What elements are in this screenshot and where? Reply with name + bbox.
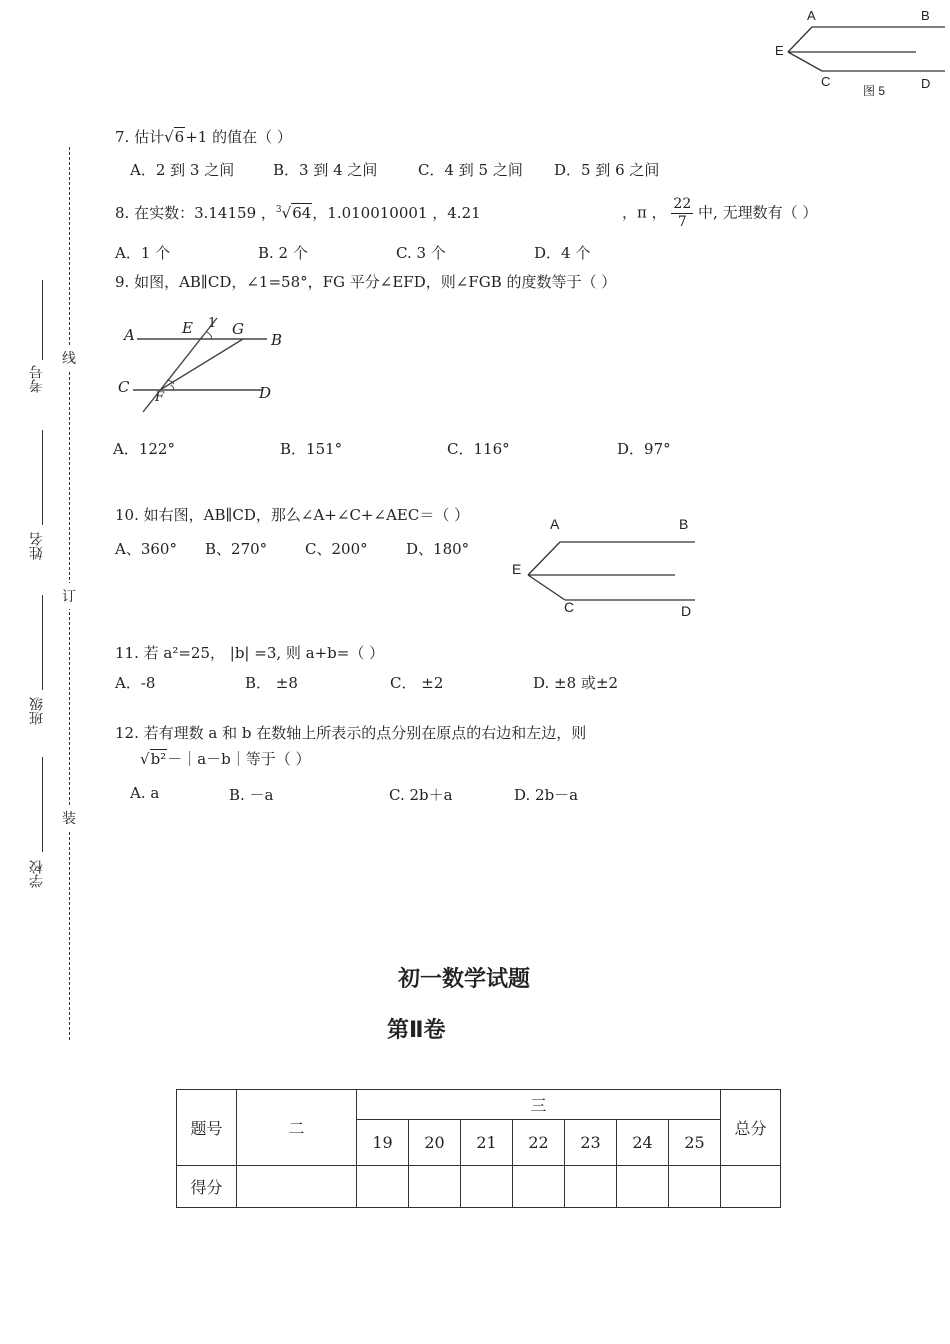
q9-stem: 9. 如图，AB∥CD，∠1=58°，FG 平分∠EFD，则∠FGB 的度数等于（ ）: [115, 273, 617, 291]
q11-option-b[interactable]: B． ±8: [245, 674, 298, 692]
q8-option-b[interactable]: B. 2 个: [258, 244, 308, 262]
q10-option-d[interactable]: D、180°: [406, 540, 470, 558]
score-table: [176, 1089, 781, 1208]
score-header-total: 总分: [721, 1090, 781, 1166]
q10-label-d: D: [681, 603, 692, 619]
paper-title: 初一数学试题: [398, 967, 531, 992]
score-cell-22[interactable]: [513, 1166, 565, 1208]
q11-stem: 11. 若 a²=25， |b| =3, 则 a+b=（ ）: [115, 644, 385, 662]
q10-label-e: E: [512, 561, 522, 577]
score-col-24: 24: [617, 1120, 669, 1166]
q8-radicand: 64: [292, 204, 312, 222]
q10-figure: [510, 530, 710, 610]
q10-option-c[interactable]: C、200°: [305, 540, 368, 558]
score-cell-25[interactable]: [669, 1166, 721, 1208]
q12-text: －｜a－b｜等于（ ）: [167, 750, 311, 768]
q9-option-b[interactable]: B．151°: [280, 440, 343, 458]
q8-text-pre: 8. 在实数：3.14159 ，: [115, 204, 276, 222]
binding-char-ding: 订: [62, 583, 76, 609]
q8-stem: 8. 在实数：3.14159 ，$^3$√64，1.010010001 ，4.21: [115, 204, 481, 222]
fig5-label-c: C: [821, 74, 831, 89]
q12-stem-line1: 12. 若有理数 a 和 b 在数轴上所表示的点分别在原点的右边和左边，则: [115, 724, 587, 742]
q11-option-a[interactable]: A．-8: [115, 674, 156, 692]
q8-option-c[interactable]: C. 3 个: [396, 244, 446, 262]
q7-stem: [115, 126, 292, 147]
q8-fraction: [671, 196, 693, 231]
q12-radicand: b²: [150, 750, 167, 768]
score-col-25: 25: [669, 1120, 721, 1166]
q9-label-c: C: [118, 378, 130, 396]
q7-text-pre: 7. 估计: [115, 128, 165, 146]
score-col-20: 20: [409, 1120, 461, 1166]
q9-label-e: E: [182, 319, 193, 337]
q9-label-a: A: [124, 326, 135, 344]
q8-pi: ，π ，: [622, 203, 667, 222]
q10-option-b[interactable]: B、270°: [205, 540, 268, 558]
q10-label-b: B: [679, 516, 689, 532]
exam-number-label: 考号: [29, 365, 45, 393]
q8-option-a[interactable]: A．1 个: [115, 244, 171, 262]
score-header-number: 题号: [177, 1090, 237, 1166]
score-header-part-three: 三: [357, 1090, 721, 1120]
q7-option-a[interactable]: A．2 到 3 之间: [130, 161, 235, 179]
score-cell-21[interactable]: [461, 1166, 513, 1208]
q8-frac-den: 7: [677, 214, 687, 230]
q12-option-c[interactable]: C. 2b＋a: [389, 786, 453, 804]
score-col-23: 23: [565, 1120, 617, 1166]
q10-label-a: A: [550, 516, 560, 532]
fig5-label-b: B: [921, 8, 930, 23]
q10-stem: 10. 如右图，AB∥CD，那么∠A+∠C+∠AEC＝（ ）: [115, 506, 470, 524]
q12-option-b[interactable]: B. －a: [229, 786, 274, 804]
binding-char-xian: 线: [62, 345, 76, 371]
q8-cube-index: 3: [275, 205, 282, 215]
school-label: 学校: [29, 860, 45, 888]
q9-label-d: D: [259, 384, 272, 402]
q9-label-1: 1: [208, 316, 217, 331]
q11-option-c[interactable]: C． ±2: [390, 674, 444, 692]
score-cell-19[interactable]: [357, 1166, 409, 1208]
score-col-19: 19: [357, 1120, 409, 1166]
class-label: 班级: [29, 697, 45, 725]
q7-option-b[interactable]: B．3 到 4 之间: [273, 161, 378, 179]
score-cell-total[interactable]: [721, 1166, 781, 1208]
q9-label-b: B: [271, 331, 283, 349]
q7-option-c[interactable]: C．4 到 5 之间: [418, 161, 523, 179]
score-cell-23[interactable]: [565, 1166, 617, 1208]
q8-option-d[interactable]: D．4 个: [534, 244, 591, 262]
name-blank[interactable]: [42, 430, 43, 525]
name-label: 姓名: [29, 532, 45, 560]
fig5-label-a: A: [807, 8, 816, 23]
score-col-21: 21: [461, 1120, 513, 1166]
q7-text-post: +1 的值在（ ）: [185, 128, 292, 146]
score-row-label: 得分: [177, 1166, 237, 1208]
q11-option-d[interactable]: D. ±8 或±2: [533, 674, 619, 692]
score-header-part-two: 二: [237, 1090, 357, 1166]
q8-stem-tail: [622, 196, 817, 231]
score-col-22: 22: [513, 1120, 565, 1166]
q9-label-f: F: [155, 390, 165, 405]
q9-option-a[interactable]: A．122°: [113, 440, 175, 458]
q10-label-c: C: [564, 599, 575, 615]
class-blank[interactable]: [42, 595, 43, 690]
q8-text-post: 中, 无理数有（ ）: [698, 203, 818, 222]
q7-radicand: 6: [174, 128, 185, 146]
fig5-label-e: E: [775, 43, 784, 58]
q8-text-mid: ，1.010010001 ，4.21: [312, 204, 481, 222]
school-blank[interactable]: [42, 757, 43, 852]
exam-number-blank[interactable]: [42, 280, 43, 360]
q9-option-d[interactable]: D．97°: [617, 440, 671, 458]
paper-subtitle: 第Ⅱ卷: [387, 1018, 446, 1043]
score-cell-20[interactable]: [409, 1166, 461, 1208]
q7-option-d[interactable]: D．5 到 6 之间: [554, 161, 660, 179]
q12-option-d[interactable]: D. 2b－a: [514, 786, 579, 804]
q10-option-a[interactable]: A、360°: [115, 540, 177, 558]
q9-option-c[interactable]: C．116°: [447, 440, 510, 458]
score-cell-24[interactable]: [617, 1166, 669, 1208]
fig5-caption: 图 5: [863, 84, 886, 98]
q9-label-g: G: [232, 320, 244, 338]
binding-char-zhuang: 装: [62, 805, 76, 831]
q8-frac-num: 22: [673, 196, 692, 212]
q12-option-a[interactable]: A. a: [130, 784, 160, 802]
q12-stem-line2: √b²－｜a－b｜等于（ ）: [140, 750, 311, 768]
q7-sqrt: √6: [164, 128, 185, 146]
fig5-label-d: D: [921, 76, 931, 91]
score-cell-two[interactable]: [237, 1166, 357, 1208]
